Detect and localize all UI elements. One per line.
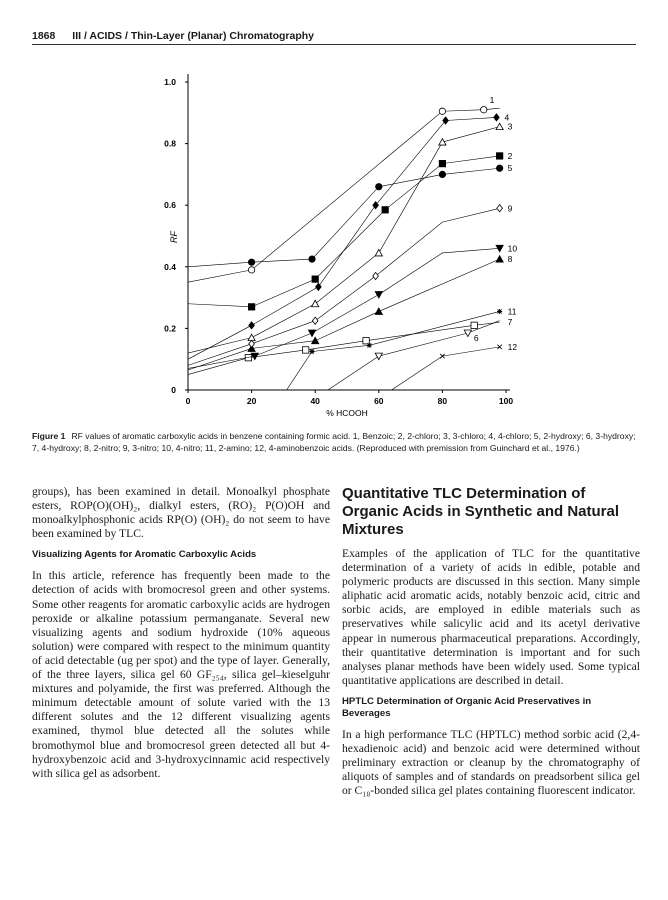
filled-circle-marker: [248, 259, 254, 265]
y-tick-label: 0.6: [164, 200, 176, 211]
series-1-line: [188, 108, 500, 282]
figure-caption: [32, 430, 636, 454]
x-tick-label: 100: [498, 396, 514, 406]
y-tick-label: 1.0: [164, 77, 176, 87]
series-label-2: 2: [507, 150, 513, 161]
open-circle-marker: [439, 108, 445, 114]
y-axis-label: RF: [169, 231, 179, 243]
series-label-8: 8: [507, 254, 513, 265]
series-label-6: 6: [473, 333, 479, 344]
series-label-9: 9: [507, 203, 513, 214]
filled-diamond-marker: [249, 322, 255, 329]
filled-triangle-marker: [312, 337, 319, 344]
section-heading: Visualizing Agents for Aromatic Carboxylic Acids: [32, 549, 257, 561]
paragraph: In this article, reference has frequently been made to the detection of acids with bromocresol green and other systems. Some other reagents for aromatic carboxylic acids are hydrogen peroxide or alkaline potassium permanganate. Several new visualizing agents and sodium hydroxide (10% aqueous solution) were compared with respect to the minimum quantity of acid detectable (ug per spot) and the type of layer. Generally, of the three layers, silica gel 60 GF₂₅₄, silica gel–kieselguhr mixtures and polyamide, the first was preferred. Although the minimum detectable amount of solute varied with the 13 different solutes and the 12 different visualizing agents examined, thymol blue detected all the solutes while bromothymol blue and bromocresol green detected all but 4-hydroxybenzoic acid and 3-hydroxycinnamic acid respectively with silica gel as adsorbent.: [32, 569, 330, 780]
open-triangle-marker: [375, 249, 382, 256]
section-heading: Quantitative TLC Determination of Organic Acids in Synthetic and Natural Mixtures: [342, 485, 620, 538]
running-header: [32, 30, 636, 45]
open-diamond-marker: [497, 205, 503, 212]
star-marker: [497, 309, 502, 314]
series-11-line: [287, 311, 500, 390]
open-diamond-marker: [312, 317, 318, 324]
left-column: [32, 485, 330, 789]
series-label-11: 11: [507, 306, 517, 317]
open-circle-marker: [248, 267, 254, 273]
open-inv-triangle-marker: [464, 330, 471, 337]
x-tick-label: 60: [374, 396, 384, 406]
open-inv-triangle-marker: [375, 353, 382, 360]
filled-square-marker: [496, 153, 502, 159]
series-12-line: [392, 347, 500, 390]
y-tick-label: 0.8: [164, 138, 176, 149]
series-label-3: 3: [507, 121, 513, 132]
x-tick-label: 20: [246, 396, 257, 406]
series-4-line: [188, 117, 496, 359]
filled-square-marker: [439, 160, 445, 166]
open-triangle-marker: [496, 123, 503, 130]
x-tick-label: 0: [185, 396, 191, 406]
star-marker: [367, 343, 372, 348]
y-tick-label: 0.2: [164, 323, 176, 334]
paragraph: Examples of the application of TLC for the quantitative determination of a variety of acids in edible, potable and polymeric products are discussed in this section. Many simple aliphatic acid aromatic acids, notably benzoic acid, citric and sorbic acids, are employed in edible materials such as preservatives while salicylic acid and its acetyl derivative appear in numerous pharmaceutical preparations. Accordingly, their quantitative determination is important and for such analyses planar methods have been widely used. Some typical quantitative applications are described in detail.: [342, 547, 640, 687]
y-tick-label: 0.4: [164, 261, 176, 272]
open-diamond-marker: [249, 340, 255, 347]
filled-circle-marker: [439, 171, 445, 177]
right-column: [342, 485, 640, 806]
open-square-marker: [363, 338, 369, 344]
subsection-heading: HPTLC Determination of Organic Acid Preservatives in Beverages: [342, 695, 592, 719]
filled-diamond-marker: [494, 114, 500, 121]
open-diamond-marker: [373, 272, 379, 279]
filled-square-marker: [382, 207, 388, 213]
filled-square-marker: [312, 276, 318, 282]
open-triangle-marker: [312, 300, 319, 307]
open-square-marker: [471, 322, 477, 328]
open-circle-marker: [481, 107, 487, 113]
series-10-line: [188, 248, 500, 368]
page-number: 1868: [32, 30, 56, 42]
filled-circle-marker: [496, 165, 502, 171]
series-label-4: 4: [504, 112, 510, 123]
filled-circle-marker: [376, 184, 382, 190]
series-7-line: [188, 322, 500, 374]
series-3-line: [188, 127, 500, 353]
series-6-line: [328, 321, 500, 390]
series-2-line: [188, 156, 500, 307]
filled-triangle-marker: [496, 256, 503, 263]
series-label-10: 10: [507, 243, 518, 254]
series-label-7: 7: [507, 317, 513, 328]
open-square-marker: [302, 347, 308, 353]
filled-inv-triangle-marker: [375, 292, 382, 299]
y-tick-label: 0: [171, 385, 176, 395]
open-triangle-marker: [439, 139, 446, 146]
series-label-12: 12: [507, 341, 518, 352]
paragraph: groups), has been examined in detail. Monoalkyl phosphate esters, ROP(O)(OH)₂, dialkyl esters, (RO)₂ P(O)OH and monoalkylphosphonic acids RP(O) (OH)₂ do not seem to have been examined by TLC.: [32, 485, 330, 541]
rf-line-chart: [0, 60, 668, 425]
star-marker: [310, 349, 315, 354]
figure-label: Figure 1: [32, 431, 66, 441]
filled-circle-marker: [309, 256, 315, 262]
caption-text: RF values of aromatic carboxylic acids in benzene containing formic acid. 1, Benzoic; 2, 2-chloro; 3, 3-chloro; 4, 4-chloro; 5, 2-hydroxy; 6, 3-hydroxy; 7, 4-hydroxy; 8, 2-nitro; 9, 3-nitro; 10, 4-nitro; 11, 2-amino; 12, 4-aminobenzoic acids. (Reproduced with premission from Guinchard et al., 1976.): [32, 431, 636, 453]
filled-square-marker: [248, 304, 254, 310]
x-axis-label: % HCOOH: [326, 408, 368, 418]
series-label-5: 5: [507, 163, 513, 174]
x-tick-label: 40: [310, 396, 320, 406]
running-title: III / ACIDS / Thin-Layer (Planar) Chromatography: [72, 30, 315, 42]
filled-inv-triangle-marker: [308, 330, 315, 337]
paragraph: In a high performance TLC (HPTLC) method sorbic acid (2,4-hexadienoic acid) and benzoic acid were determined without preliminary extraction or cleanup by the chromatography of aliquots of samples and of standards on preadsorbent silica gel or C₁₈-bonded silica gel plates containing fluorescent indicator.: [342, 727, 640, 798]
x-tick-label: 80: [437, 396, 448, 406]
filled-triangle-marker: [375, 308, 382, 315]
series-label-1: 1: [489, 95, 495, 106]
